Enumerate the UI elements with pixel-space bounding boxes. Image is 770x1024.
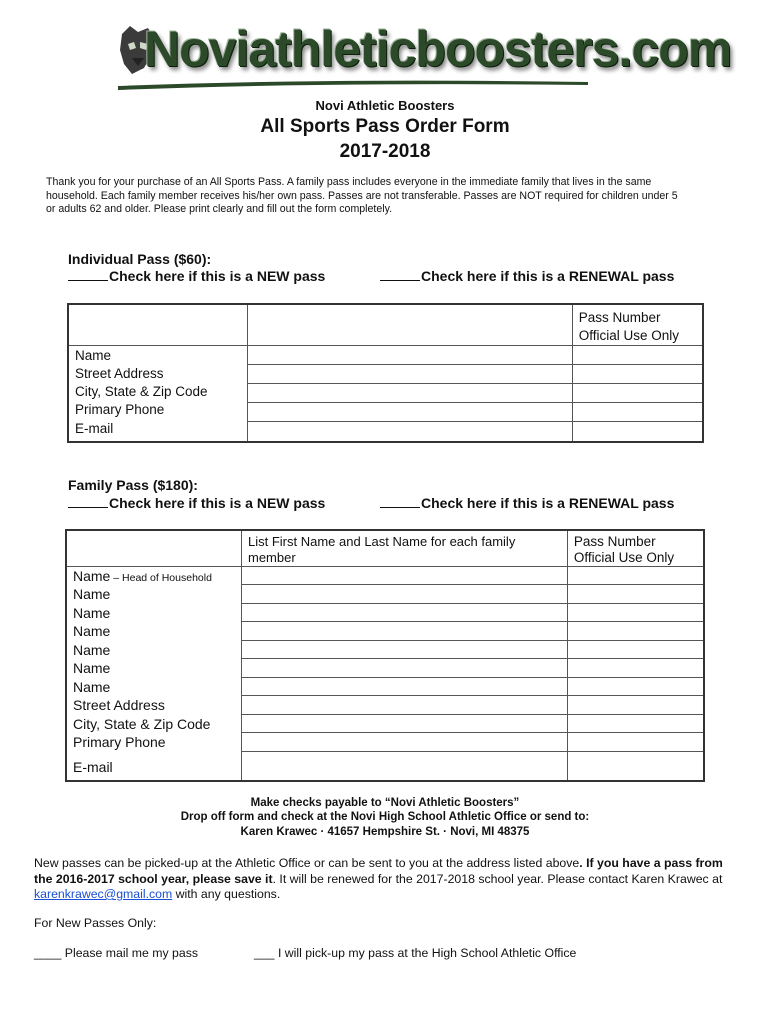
para-bold-text: . If you have a pass from the 2016-2017 school year, please save it [34, 856, 723, 886]
individual-labels [68, 346, 248, 443]
family-list-header: List First Name and Last Name for each family member [242, 530, 568, 567]
blank-cell [66, 530, 242, 567]
row-label: Name [73, 568, 111, 584]
official-use-header [572, 304, 703, 346]
family-official-column [567, 567, 704, 781]
option-label: I will pick-up my pass at the High School Athletic Office [274, 946, 577, 960]
member-field[interactable] [242, 641, 567, 660]
official-cell [568, 678, 703, 697]
intro-text: Thank you for your purchase of an All Sports Pass. A family pass includes everyone in the immediate family that lives in the same household. Each family member receives his/her own pass. Passes are not transferable. Passes are NOT required for children under 5 or adults 62 and older. Please print clearly and fill out the form completely. [46, 176, 678, 215]
official-cell [573, 384, 702, 403]
city-field[interactable] [242, 715, 567, 734]
official-cell [568, 696, 703, 715]
official-cell [573, 422, 702, 441]
row-label: Name [73, 604, 111, 621]
check-label: Check here if this is a NEW pass [109, 495, 326, 511]
individual-official-column [572, 346, 703, 443]
check-label: Check here if this is a RENEWAL pass [421, 495, 675, 511]
member-field[interactable] [242, 585, 567, 604]
city-field[interactable] [248, 384, 572, 403]
individual-pass-title: Individual Pass ($60): [68, 251, 212, 267]
email-field[interactable] [242, 752, 567, 778]
mail-pass-option[interactable] [34, 946, 198, 960]
official-cell [573, 346, 702, 365]
official-use-label: Official Use Only [578, 328, 680, 343]
phone-field[interactable] [242, 733, 567, 752]
row-label: City, State & Zip Code [75, 384, 208, 399]
row-label: Street Address [73, 697, 165, 713]
para-text: New passes can be picked-up at the Athletic Office or can be sent to you at the address listed above [34, 856, 580, 870]
check-blank[interactable] [68, 506, 108, 508]
mailing-address: Karen Krawec · 41657 Hempshire St. · Novi, MI 48375 [240, 826, 530, 838]
form-title: All Sports Pass Order Form [260, 116, 510, 137]
row-label: Primary Phone [73, 734, 166, 750]
pickup-paragraph [34, 856, 724, 903]
member-field[interactable] [242, 604, 567, 623]
option-label: Please mail me my pass [61, 946, 199, 960]
phone-field[interactable] [248, 403, 572, 422]
official-cell [568, 752, 703, 778]
individual-entry-column[interactable] [248, 346, 573, 443]
row-label: Name [73, 641, 111, 658]
para-text: with any questions. [172, 887, 281, 901]
official-cell [568, 622, 703, 641]
official-cell [568, 641, 703, 660]
blank-cell [248, 304, 573, 346]
row-label: Name [73, 660, 111, 676]
street-field[interactable] [248, 365, 572, 384]
email-field[interactable] [248, 422, 572, 441]
blank-cell [68, 304, 248, 346]
family-renewal-check[interactable] [380, 495, 674, 511]
name-field[interactable] [248, 346, 572, 365]
check-blank[interactable] [380, 279, 420, 281]
row-label: Name [73, 586, 111, 602]
payable-note: Make checks payable to “Novi Athletic Boosters” [250, 797, 520, 809]
official-cell [568, 733, 703, 752]
official-cell [568, 659, 703, 678]
contact-email-link[interactable]: karenkrawec@gmail.com [34, 887, 173, 901]
check-label: Check here if this is a RENEWAL pass [421, 268, 675, 284]
official-cell [568, 604, 703, 623]
official-cell [573, 365, 702, 384]
family-entry-column[interactable] [242, 567, 568, 781]
check-blank[interactable] [380, 506, 420, 508]
member-field[interactable] [242, 567, 567, 585]
logo-swoosh [118, 76, 588, 90]
individual-new-check[interactable] [68, 268, 325, 284]
row-label: City, State & Zip Code [73, 715, 211, 732]
dropoff-note: Drop off form and check at the Novi High School Athletic Office or send to: [180, 811, 590, 823]
pickup-pass-option[interactable] [254, 946, 576, 960]
row-label: Primary Phone [75, 402, 165, 417]
head-suffix: – Head of Household [110, 572, 212, 584]
row-label: Name [75, 348, 112, 363]
org-name: Novi Athletic Boosters [315, 98, 455, 113]
official-use-label: Official Use Only [573, 550, 675, 565]
check-blank[interactable] [68, 279, 108, 281]
family-pass-title: Family Pass ($180): [68, 477, 198, 493]
member-field[interactable] [242, 622, 567, 641]
official-cell [568, 567, 703, 585]
family-new-check[interactable] [68, 495, 325, 511]
individual-table [67, 303, 704, 443]
logo-wordmark: Noviathleticboosters.com [144, 21, 732, 77]
family-table [65, 529, 705, 782]
row-label: Street Address [75, 366, 164, 381]
row-label: Name [73, 678, 111, 695]
official-cell [568, 585, 703, 604]
option-blank[interactable]: ___ [254, 946, 275, 960]
member-field[interactable] [242, 659, 567, 678]
para-text: . It will be renewed for the 2017-2018 school year. Please contact Karen Krawec at [272, 871, 723, 886]
row-label: E-mail [75, 421, 114, 436]
form-year: 2017-2018 [339, 141, 431, 162]
individual-renewal-check[interactable] [380, 268, 674, 284]
row-label: Name [73, 623, 111, 639]
official-cell [568, 715, 703, 734]
head-of-household-label [73, 567, 235, 585]
street-field[interactable] [242, 696, 567, 715]
check-label: Check here if this is a NEW pass [109, 268, 326, 284]
family-labels [66, 567, 242, 781]
member-field[interactable] [242, 678, 567, 697]
new-passes-heading: For New Passes Only: [34, 916, 157, 930]
official-use-header [567, 530, 704, 567]
pass-number-label: Pass Number [578, 310, 661, 325]
official-cell [573, 403, 702, 422]
pass-number-label: Pass Number [573, 534, 656, 549]
row-label: E-mail [73, 758, 113, 775]
boosters-logo [118, 18, 732, 94]
option-blank[interactable]: ____ [34, 946, 62, 960]
